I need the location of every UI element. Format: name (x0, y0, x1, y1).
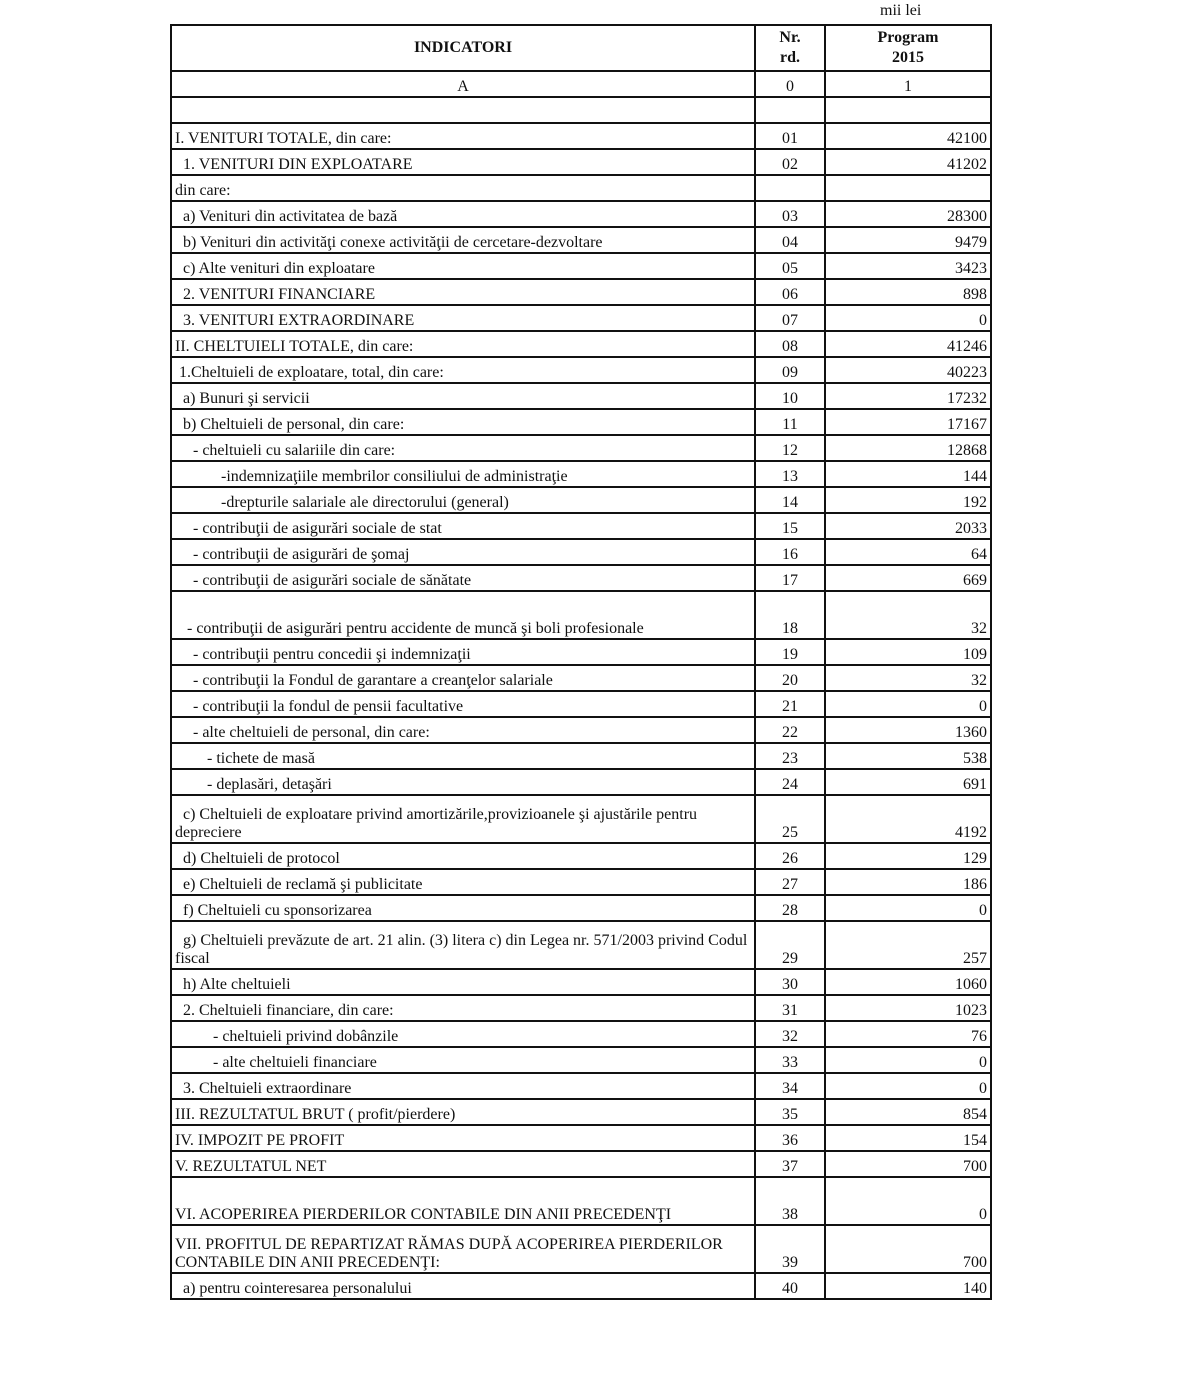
indicator-label: - contribuţii de asigurări de şomaj (171, 539, 755, 565)
program-value: 700 (825, 1151, 991, 1177)
program-value: 0 (825, 1177, 991, 1225)
program-value: 1060 (825, 969, 991, 995)
indicator-label: 2. VENITURI FINANCIARE (171, 279, 755, 305)
program-value: 669 (825, 565, 991, 591)
program-value: 32 (825, 665, 991, 691)
row-number: 21 (755, 691, 825, 717)
row-number: 19 (755, 639, 825, 665)
column-index-row (171, 71, 991, 97)
row-number: 01 (755, 123, 825, 149)
row-number: 04 (755, 227, 825, 253)
program-value: 17167 (825, 409, 991, 435)
indicator-label: a) Venituri din activitatea de bază (171, 201, 755, 227)
indicator-label: - deplasări, detaşări (171, 769, 755, 795)
indicator-label: 1. VENITURI DIN EXPLOATARE (171, 149, 755, 175)
row-number: 31 (755, 995, 825, 1021)
row-number: 35 (755, 1099, 825, 1125)
table-row (171, 539, 991, 565)
header-program-line1: Program (877, 29, 939, 46)
row-number: 02 (755, 149, 825, 175)
row-number (755, 175, 825, 201)
table-row (171, 743, 991, 769)
indicator-label: I. VENITURI TOTALE, din care: (171, 123, 755, 149)
indicator-label: c) Alte venituri din exploatare (171, 253, 755, 279)
table-row (171, 1125, 991, 1151)
header-indicatori: INDICATORI (171, 25, 755, 71)
row-number: 25 (755, 795, 825, 843)
column-index-0: 0 (755, 71, 825, 97)
program-value: 186 (825, 869, 991, 895)
program-value: 0 (825, 1073, 991, 1099)
row-number: 20 (755, 665, 825, 691)
row-number: 14 (755, 487, 825, 513)
table-row (171, 995, 991, 1021)
row-number: 12 (755, 435, 825, 461)
table-row (171, 253, 991, 279)
indicator-label: -indemnizaţiile membrilor consiliului de administraţie (171, 461, 755, 487)
row-number: 15 (755, 513, 825, 539)
program-value: 192 (825, 487, 991, 513)
indicator-label: h) Alte cheltuieli (171, 969, 755, 995)
row-number: 22 (755, 717, 825, 743)
table-row (171, 921, 991, 969)
header-row (171, 25, 991, 71)
row-number: 27 (755, 869, 825, 895)
program-value: 140 (825, 1273, 991, 1299)
header-nr-rd (755, 25, 825, 71)
row-number: 05 (755, 253, 825, 279)
row-number: 10 (755, 383, 825, 409)
program-value: 41202 (825, 149, 991, 175)
program-value: 28300 (825, 201, 991, 227)
table-row (171, 201, 991, 227)
indicator-label: - contribuţii pentru concedii şi indemnizaţii (171, 639, 755, 665)
header-nr-line2: rd. (780, 49, 800, 66)
indicator-label: VII. PROFITUL DE REPARTIZAT RĂMAS DUPĂ ACOPERIREA PIERDERILOR CONTABILE DIN ANII PRECEDENŢI: (171, 1225, 755, 1273)
table-row (171, 843, 991, 869)
indicator-label: -drepturile salariale ale directorului (general) (171, 487, 755, 513)
program-value: 0 (825, 1047, 991, 1073)
table-row (171, 279, 991, 305)
blank-row (171, 97, 991, 123)
row-number: 34 (755, 1073, 825, 1099)
row-number: 30 (755, 969, 825, 995)
unit-label: mii lei (880, 2, 922, 19)
indicator-label: - tichete de masă (171, 743, 755, 769)
indicator-label: III. REZULTATUL BRUT ( profit/pierdere) (171, 1099, 755, 1125)
row-number: 39 (755, 1225, 825, 1273)
row-number: 18 (755, 591, 825, 639)
program-value: 129 (825, 843, 991, 869)
table-row (171, 895, 991, 921)
row-number: 36 (755, 1125, 825, 1151)
header-nr-line1: Nr. (779, 29, 801, 46)
table-row (171, 869, 991, 895)
program-value: 1023 (825, 995, 991, 1021)
indicator-label: f) Cheltuieli cu sponsorizarea (171, 895, 755, 921)
indicator-label: b) Cheltuieli de personal, din care: (171, 409, 755, 435)
row-number: 07 (755, 305, 825, 331)
indicator-label: V. REZULTATUL NET (171, 1151, 755, 1177)
row-number: 06 (755, 279, 825, 305)
program-value (825, 175, 991, 201)
program-value: 42100 (825, 123, 991, 149)
row-number: 28 (755, 895, 825, 921)
row-number: 29 (755, 921, 825, 969)
indicator-label: - contribuţii de asigurări sociale de sănătate (171, 565, 755, 591)
row-number: 03 (755, 201, 825, 227)
indicator-label: 1.Cheltuieli de exploatare, total, din care: (171, 357, 755, 383)
row-number: 23 (755, 743, 825, 769)
indicator-label: din care: (171, 175, 755, 201)
indicator-label: 3. VENITURI EXTRAORDINARE (171, 305, 755, 331)
row-number: 08 (755, 331, 825, 357)
indicator-label: - contribuţii de asigurări sociale de stat (171, 513, 755, 539)
indicator-label: - contribuţii de asigurări pentru accidente de muncă şi boli profesionale (171, 591, 755, 639)
table-row (171, 1177, 991, 1225)
table-row (171, 513, 991, 539)
table-row (171, 1273, 991, 1299)
table-row (171, 665, 991, 691)
indicator-label: b) Venituri din activităţi conexe activităţii de cercetare-dezvoltare (171, 227, 755, 253)
program-value: 0 (825, 895, 991, 921)
indicator-label: g) Cheltuieli prevăzute de art. 21 alin. (3) litera c) din Legea nr. 571/2003 privind Codul fiscal (171, 921, 755, 969)
program-value: 257 (825, 921, 991, 969)
indicator-label: c) Cheltuieli de exploatare privind amortizările,provizioanele şi ajustările pentru depreciere (171, 795, 755, 843)
blank-cell (171, 97, 755, 123)
indicator-label: e) Cheltuieli de reclamă şi publicitate (171, 869, 755, 895)
program-value: 64 (825, 539, 991, 565)
header-program-line2: 2015 (892, 49, 924, 66)
table-row (171, 149, 991, 175)
table-row (171, 1099, 991, 1125)
program-value: 17232 (825, 383, 991, 409)
row-number: 24 (755, 769, 825, 795)
program-value: 3423 (825, 253, 991, 279)
header-program (825, 25, 991, 71)
indicator-label: II. CHELTUIELI TOTALE, din care: (171, 331, 755, 357)
indicator-label: 2. Cheltuieli financiare, din care: (171, 995, 755, 1021)
column-index-a: A (171, 71, 755, 97)
indicator-label: - alte cheltuieli financiare (171, 1047, 755, 1073)
blank-cell (825, 97, 991, 123)
table-row (171, 409, 991, 435)
program-value: 538 (825, 743, 991, 769)
row-number: 09 (755, 357, 825, 383)
row-number: 37 (755, 1151, 825, 1177)
indicator-label: - cheltuieli privind dobânzile (171, 1021, 755, 1047)
program-value: 76 (825, 1021, 991, 1047)
program-value: 0 (825, 305, 991, 331)
column-index-1: 1 (825, 71, 991, 97)
table-row (171, 175, 991, 201)
table-row (171, 123, 991, 149)
row-number: 32 (755, 1021, 825, 1047)
indicator-label: a) Bunuri şi servicii (171, 383, 755, 409)
program-value: 898 (825, 279, 991, 305)
row-number: 26 (755, 843, 825, 869)
program-value: 154 (825, 1125, 991, 1151)
program-value: 12868 (825, 435, 991, 461)
financial-table (170, 24, 992, 1300)
table-row (171, 639, 991, 665)
program-value: 2033 (825, 513, 991, 539)
table-row (171, 795, 991, 843)
program-value: 854 (825, 1099, 991, 1125)
row-number: 33 (755, 1047, 825, 1073)
table-row (171, 1151, 991, 1177)
indicator-label: - contribuţii la Fondul de garantare a creanţelor salariale (171, 665, 755, 691)
table-row (171, 305, 991, 331)
indicator-label: VI. ACOPERIREA PIERDERILOR CONTABILE DIN ANII PRECEDENŢI (171, 1177, 755, 1225)
table-row (171, 331, 991, 357)
table-row (171, 1225, 991, 1273)
program-value: 0 (825, 691, 991, 717)
program-value: 9479 (825, 227, 991, 253)
row-number: 17 (755, 565, 825, 591)
program-value: 109 (825, 639, 991, 665)
table-row (171, 435, 991, 461)
table-row (171, 227, 991, 253)
program-value: 144 (825, 461, 991, 487)
program-value: 40223 (825, 357, 991, 383)
table-row (171, 691, 991, 717)
table-row (171, 357, 991, 383)
program-value: 41246 (825, 331, 991, 357)
indicator-label: - contribuţii la fondul de pensii facultative (171, 691, 755, 717)
row-number: 40 (755, 1273, 825, 1299)
table-row (171, 769, 991, 795)
table-row (171, 1073, 991, 1099)
indicator-label: IV. IMPOZIT PE PROFIT (171, 1125, 755, 1151)
row-number: 16 (755, 539, 825, 565)
table-row (171, 565, 991, 591)
indicator-label: d) Cheltuieli de protocol (171, 843, 755, 869)
blank-cell (755, 97, 825, 123)
table-row (171, 461, 991, 487)
indicator-label: - alte cheltuieli de personal, din care: (171, 717, 755, 743)
program-value: 700 (825, 1225, 991, 1273)
row-number: 38 (755, 1177, 825, 1225)
table-row (171, 591, 991, 639)
program-value: 4192 (825, 795, 991, 843)
table-row (171, 383, 991, 409)
row-number: 11 (755, 409, 825, 435)
indicator-label: 3. Cheltuieli extraordinare (171, 1073, 755, 1099)
program-value: 691 (825, 769, 991, 795)
row-number: 13 (755, 461, 825, 487)
program-value: 1360 (825, 717, 991, 743)
table-row (171, 1047, 991, 1073)
table-row (171, 1021, 991, 1047)
indicator-label: a) pentru cointeresarea personalului (171, 1273, 755, 1299)
table-row (171, 717, 991, 743)
program-value: 32 (825, 591, 991, 639)
table-row (171, 969, 991, 995)
table-row (171, 487, 991, 513)
indicator-label: - cheltuieli cu salariile din care: (171, 435, 755, 461)
